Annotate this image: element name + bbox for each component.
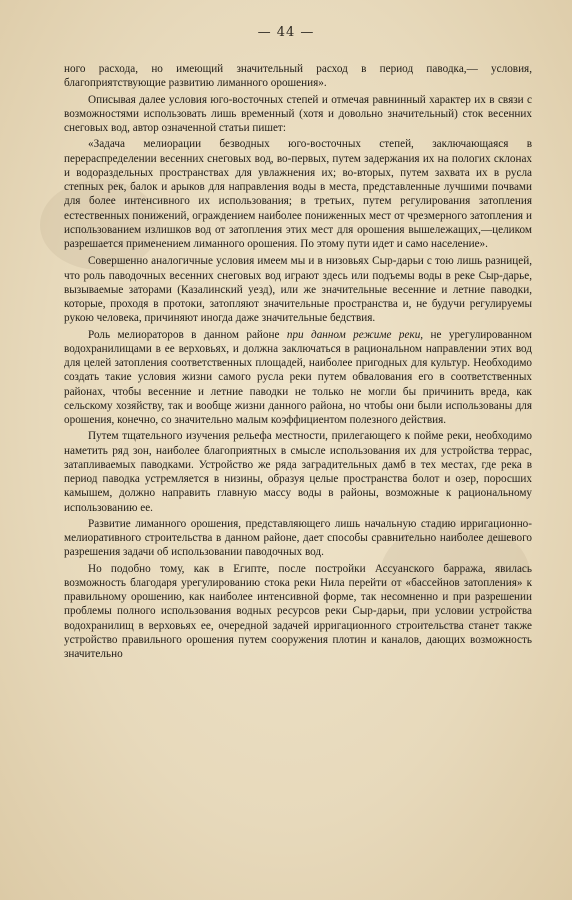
emphasized-phrase: при данном режиме реки, [286, 328, 424, 341]
paragraph: Путем тщательного изучения рельефа местности, прилегающего к пойме реки, необходимо наметить ряд зон, наиболее благоприятных в смысле использования их для устройства террас, затапливаемых паводками. Устройство же ряда заградительных дамб в тех местах, где река в период паводка устремляется в низины, образуя целые пространства болот и озер, поросших камышем, должно направить главную массу воды в районы, возможные к рациональному использованию ее. [64, 430, 532, 514]
paragraph: Описывая далее условия юго-восточных степей и отмечая равнинный характер их в связи с возможностями использовать лишь временный (хотя и довольно значительный) сток весенних снеговых вод, автор означенной статьи пишет: [64, 93, 532, 134]
paragraph-text: не урегулированном водохранилищами в ее верховьях, и должна заключаться в рациональном направлении этих вод для целей затопления соответственных площадей, наиболее пригодных для культур. Необходимо создать такие условия жизни самого русла реки путем обвалования его в соответственных районах, чтобы весенние и летние паводки не только не могли бы причинить вреда, как сельскому хозяйству, так и вообще жизни данного района, но чтобы они были использованы для орошения, конечно, со значительно малым коэффициентом полезного действия. [64, 328, 532, 426]
paragraph: Но подобно тому, как в Египте, после постройки Ассуанского барража, явилась возможность благодаря урегулированию стока реки Нила перейти от «бассейнов затопления» к правильному орошению, как наиболее интенсивной форме, так несомненно и при разрешении проблемы полного использования водных ресурсов реки Сыр-дарьи, при условии устройства водохранилищ в верховьях ее, очередной задачей ирригационного строительства станет также устройство правильного орошения путем сооружения плотин и каналов, дающих возможность значительно [64, 562, 532, 660]
quotation-paragraph: «Задача мелиорации безводных юго-восточных степей, заключающаяся в перераспределении весенних снеговых вод, во-первых, путем задержания их на пологих склонах и водораздельных пространствах для увлажнения их; во-вторых, путем захвата их в русла степных рек, балок и арыков для направления воды в места, представленные лучшими почвами для более интенсивного их использования; в третьих, путем регулирования затопления естественных понижений, ограждением наиболее пониженных мест от чрезмерного затопления и использованием излишков вод от затопления этих мест для орошения вышележащих,—целиком разрешается применением лиманного орошения. По этому пути идет и само население». [64, 138, 532, 250]
paragraph: ного расхода, но имеющий значительный расход в период паводка,— условия, благоприятствующие развитию лиманного орошения». [64, 63, 532, 90]
paragraph [64, 328, 532, 428]
body-text [64, 62, 532, 663]
paragraph: Развитие лиманного орошения, представляющего лишь начальную стадию ирригационно-мелиоративного строительства в данном районе, дает способы сравнительно наиболее дешевого разрешения задачи об использовании паводочных вод. [64, 517, 532, 559]
page-number: — 44 — [257, 25, 315, 40]
paragraph: Совершенно аналогичные условия имеем мы и в низовьях Сыр-дарьи с тою лишь разницей, что роль паводочных весенних снеговых вод играют здесь или подъемы воды в реке Сыр-дарье, вызываемые заторами (Казалинский уезд), или же значительные весенние и летние паводки, которые, проходя в протоки, затопляют значительные пространства и, не будучи регулируемы рукою человека, причиняют иногда даже значительные бедствия. [64, 255, 532, 325]
paragraph-text: Роль мелиораторов в данном районе [88, 328, 287, 341]
